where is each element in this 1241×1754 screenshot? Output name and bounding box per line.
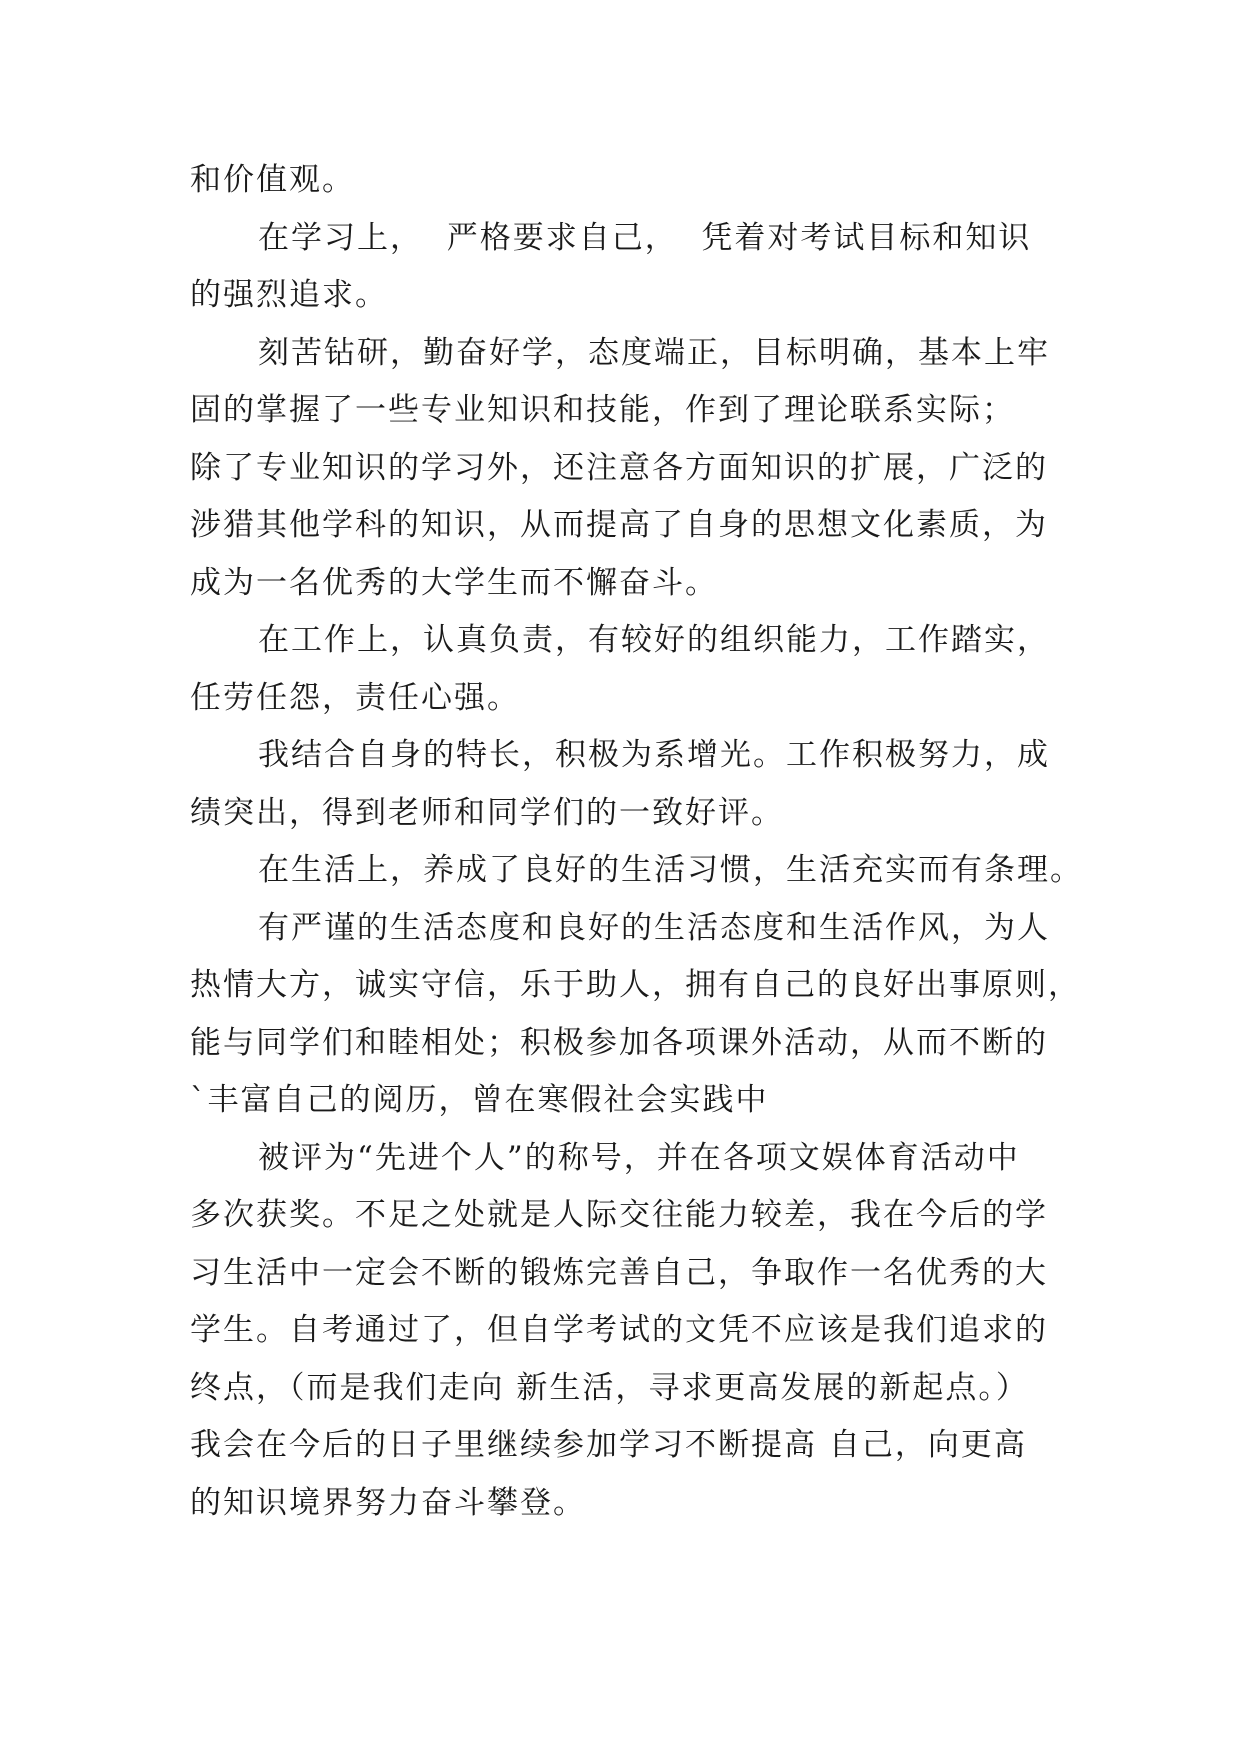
text-line: 学生。自考通过了，但自学考试的文凭不应该是我们追求的 xyxy=(190,1312,1048,1348)
text-line: 习生活中一定会不断的锻炼完善自己，争取作一名优秀的大 xyxy=(190,1254,1048,1291)
text-line: 有严谨的生活态度和良好的生活态度和生活作风，为人 xyxy=(258,909,1050,946)
text-line: 固的掌握了一些专业知识和技能，作到了理论联系实际； xyxy=(190,392,1015,428)
text-line: 终点，（而是我们走向 新生活，寻求更高发展的新起点。） xyxy=(190,1369,1029,1406)
text-line: 多次获奖。不足之处就是人际交往能力较差，我在今后的学 xyxy=(190,1197,1048,1233)
text-line: 成为一名优秀的大学生而不懈奋斗。 xyxy=(190,564,718,601)
text-line: 能与同学们和睦相处；积极参加各项课外活动，从而不断的 xyxy=(190,1024,1048,1061)
text-line: 的强烈追求。 xyxy=(190,277,388,313)
text-line: 和价值观。 xyxy=(190,162,355,198)
text-line: `丰富自己的阅历，曾在寒假社会实践中 xyxy=(190,1082,769,1118)
text-line: 热情大方，诚实守信，乐于助人，拥有自己的良好出事原则， xyxy=(190,967,1081,1003)
text-line: 在工作上，认真负责，有较好的组织能力，工作踏实， xyxy=(258,622,1050,658)
text-line: 绩突出，得到老师和同学们的一致好评。 xyxy=(190,794,784,831)
text-line: 我会在今后的日子里继续参加学习不断提高 自己，向更高 xyxy=(190,1427,1027,1463)
text-line: 的知识境界努力奋斗攀登。 xyxy=(190,1484,586,1521)
text-line: 任劳任怨，责任心强。 xyxy=(190,679,520,716)
text-line: 刻苦钻研，勤奋好学，态度端正，目标明确，基本上牢 xyxy=(258,334,1050,371)
text-line: 除了专业知识的学习外，还注意各方面知识的扩展，广泛的 xyxy=(190,449,1048,486)
text-line: 被评为“先进个人”的称号，并在各项文娱体育活动中 xyxy=(258,1139,1020,1176)
text-line: 在生活上，养成了良好的生活习惯，生活充实而有条理。 xyxy=(258,852,1083,888)
text-line: 我结合自身的特长，积极为系增光。工作积极努力，成 xyxy=(258,737,1050,773)
text-line: 涉猎其他学科的知识，从而提高了自身的思想文化素质，为 xyxy=(190,507,1048,543)
document-body xyxy=(190,152,1083,1532)
text-line: 在学习上， 严格要求自己， 凭着对考试目标和知识 xyxy=(258,219,1032,256)
